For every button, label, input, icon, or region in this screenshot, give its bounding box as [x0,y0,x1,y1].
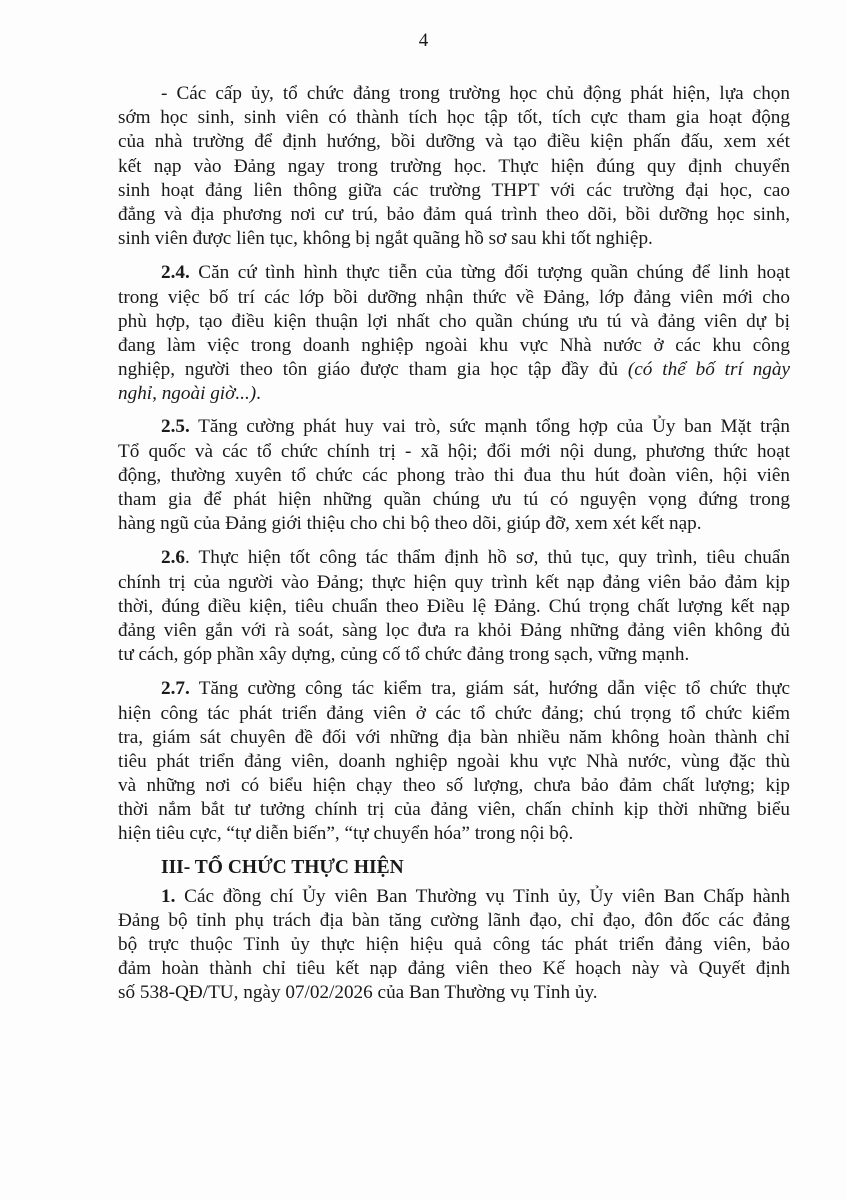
italic-note: nghỉ, ngoài giờ...) [118,383,257,405]
text-line: trong việc bố trí các lớp bồi dưỡng nhận thức về Đảng, lớp đảng viên mới cho [118,286,790,308]
text-line: sinh viên được liên tục, không bị ngắt quãng hồ sơ sau khi tốt nghiệp. [118,228,653,250]
text-line: Đảng bộ tỉnh phụ trách địa bàn tăng cường lãnh đạo, chỉ đạo, đôn đốc các đảng [118,909,790,931]
text-line: đảm hoàn thành chỉ tiêu kết nạp đảng viên theo Kế hoạch này và Quyết định [118,958,790,980]
text-line: thời, đúng điều kiện, tiêu chuẩn theo Điều lệ Đảng. Chú trọng chất lượng kết nạp [118,595,790,617]
text-line [118,358,790,382]
text-line: hiện công tác phát triển đảng viên ở các tổ chức đảng; chú trọng tổ chức kiểm [118,702,790,724]
page-number: 4 [418,30,429,51]
line-text: . [256,383,261,405]
text-line: động, thường xuyên tổ chức các phong trào thi đua thu hút đoàn viên, hội viên [118,464,790,486]
text-line: sớm học sinh, sinh viên có thành tích học tập tốt, tích cực tham gia hoạt động [118,107,790,129]
text-line: thời nắm bắt tư tưởng chính trị của đảng viên, chấn chỉnh kịp thời những biểu [118,799,790,821]
text-line [118,261,790,285]
item-number: 2.5. [161,416,190,438]
text-line [118,382,790,406]
paragraph-2-7 [118,677,790,846]
text-line: hàng ngũ của Đảng giới thiệu cho chi bộ theo dõi, giúp đỡ, xem xét kết nạp. [118,513,702,535]
line-text: Tăng cường phát huy vai trò, sức mạnh tổng hợp của Ủy ban Mặt trận [189,416,790,438]
item-number: 2.4. [161,262,190,284]
line-text: . Thực hiện tốt công tác thẩm định hồ sơ, thủ tục, quy trình, tiêu chuẩn [184,547,790,569]
text-line [118,677,790,701]
paragraph-2-4 [118,261,790,406]
text-line: số 538-QĐ/TU, ngày 07/02/2026 của Ban Thường vụ Tỉnh ủy. [118,982,598,1004]
text-line: và những nơi có biểu hiện chạy theo số lượng, chưa bảo đảm chất lượng; kịp [118,775,790,797]
text-line: sinh hoạt đảng liên thông giữa các trường THPT với các trường đại học, cao [118,179,790,201]
text-line: tra, giám sát chuyên đề đối với những địa bàn nhiều năm không hoàn thành chỉ [118,726,790,748]
text-line: tham gia để phát hiện những quần chúng ưu tú có nguyện vọng đứng trong [118,489,790,510]
text-line: đẳng và địa phương nơi cư trú, bảo đảm quá trình theo dõi, bồi dưỡng học sinh, [118,203,790,225]
item-number: 2.7. [161,678,190,700]
text-line: chính trị của người vào Đảng; thực hiện quy trình kết nạp đảng viên bảo đảm kịp [118,571,790,593]
line-text: Căn cứ tình hình thực tiễn của từng đối tượng quần chúng để linh hoạt [189,262,790,284]
text-line: tư cách, góp phần xây dựng, củng cố tổ chức đảng trong sạch, vững mạnh. [118,644,690,666]
text-line: Tổ quốc và các tổ chức chính trị - xã hội; đổi mới nội dung, phương thức hoạt [118,440,790,462]
line-text: nghiệp, người theo tôn giáo được tham gia học tập đầy đủ [118,359,628,381]
text-line: phù hợp, tạo điều kiện thuận lợi nhất cho quần chúng ưu tú và đảng viên dự bị [118,310,790,332]
text-line: kết nạp vào Đảng ngay trong trường học. Thực hiện đúng quy định chuyển [118,155,790,177]
text-line: đảng viên gắn với rà soát, sàng lọc đưa ra khỏi Đảng những đảng viên không đủ [118,619,790,641]
text-line [118,885,790,909]
paragraph-2-6 [118,546,790,667]
section-heading: III- TỔ CHỨC THỰC HIỆN [161,856,404,878]
paragraph-school-party-cells [118,82,790,251]
text-line: hiện tiêu cực, “tự diễn biến”, “tự chuyển hóa” trong nội bộ. [118,823,574,845]
text-line: đang làm việc trong doanh nghiệp ngoài khu vực Nhà nước ở các khu công [118,334,790,356]
text-line [118,415,790,439]
item-number: 2.6 [161,547,185,569]
item-number: 1. [161,885,176,907]
text-line [118,546,790,570]
text-line: bộ trực thuộc Tỉnh ủy thực hiện hiệu quả công tác phát triển đảng viên, bảo [118,934,790,955]
paragraph-2-5 [118,415,790,536]
italic-note: (có thể bố trí ngày [627,359,790,381]
document-body [118,82,790,1016]
line-text: Các đồng chí Ủy viên Ban Thường vụ Tỉnh ủy, Ủy viên Ban Chấp hành [175,885,790,907]
text-line: tiêu phát triển đảng viên, doanh nghiệp ngoài khu vực Nhà nước, vùng đặc thù [118,750,790,772]
text-line: - Các cấp ủy, tổ chức đảng trong trường học chủ động phát hiện, lựa chọn [161,83,790,104]
line-text: Tăng cường công tác kiểm tra, giám sát, hướng dẫn việc tổ chức thực [189,678,790,700]
text-line: của nhà trường để định hướng, bồi dưỡng và tạo điều kiện phấn đấu, xem xét [118,131,790,153]
paragraph-3-1 [118,885,790,1006]
